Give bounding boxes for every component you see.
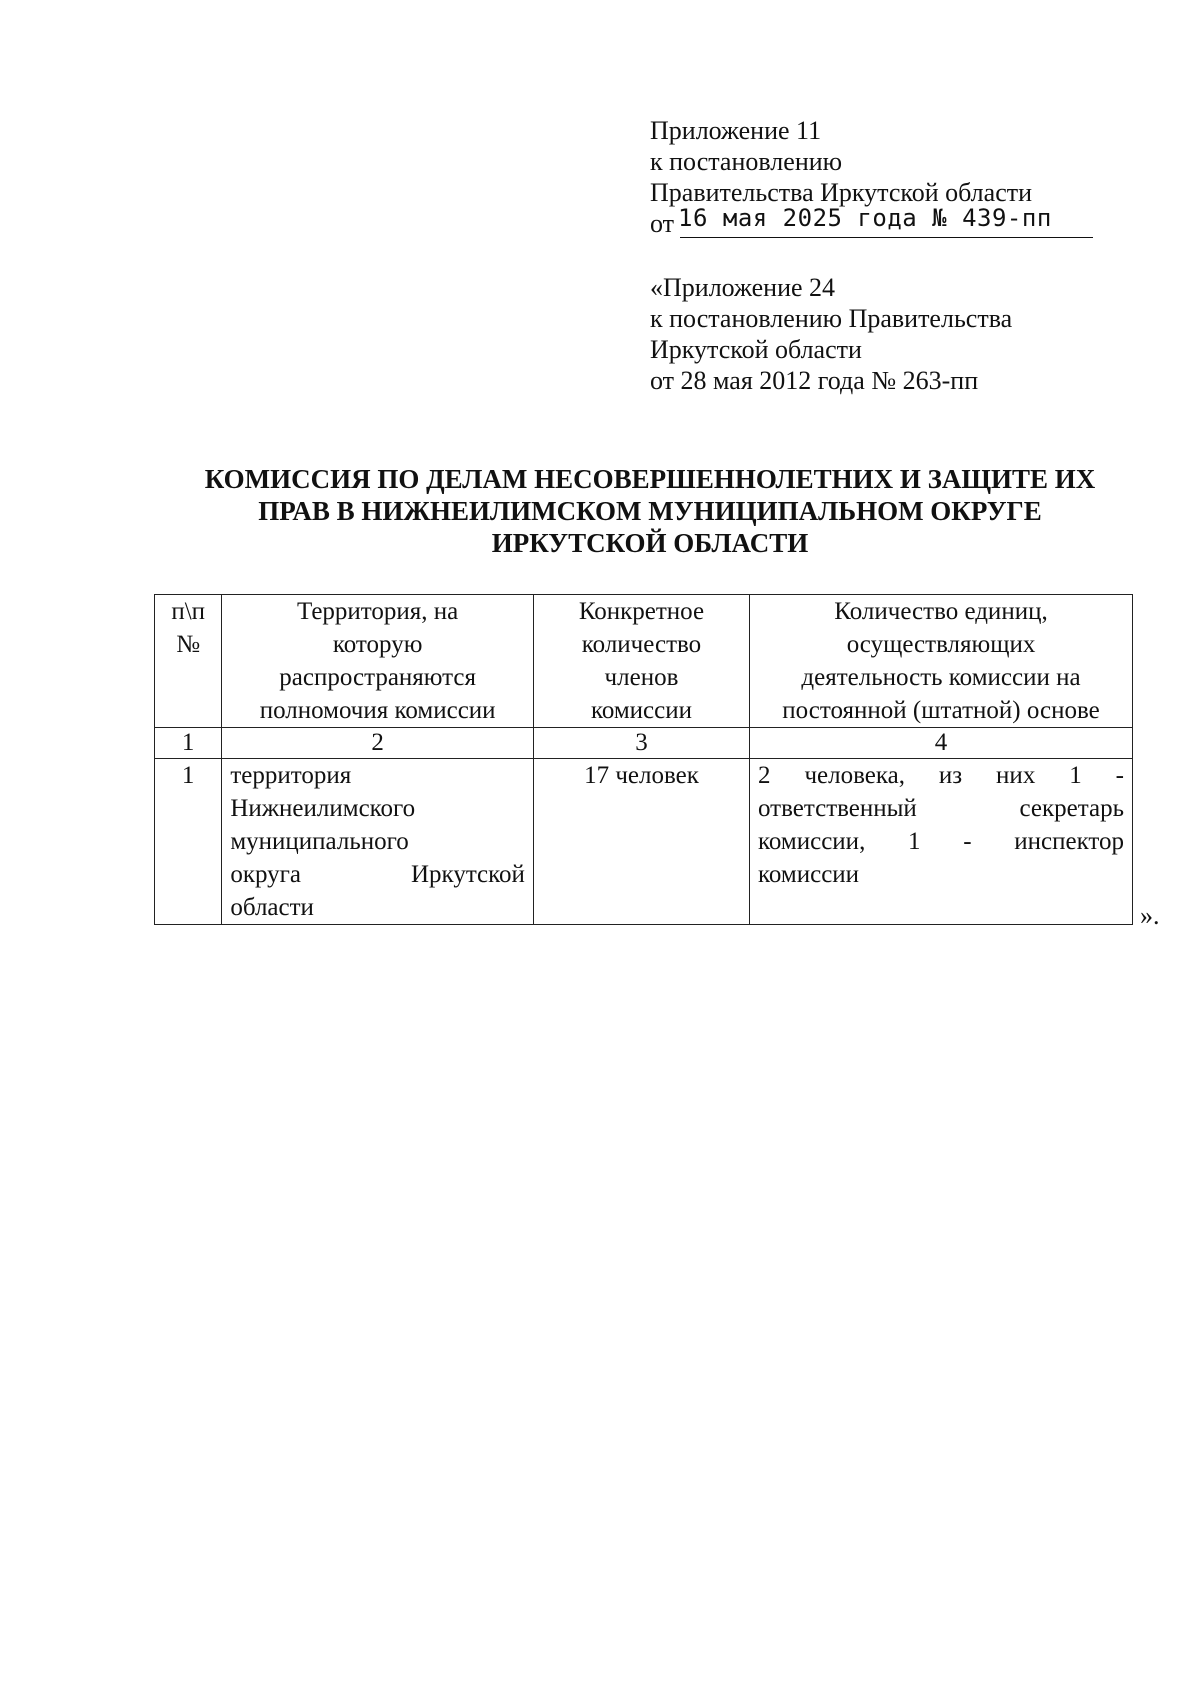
- table-header-row: [155, 595, 1133, 728]
- staff-text: 2 человека, из них 1 -: [758, 762, 1124, 789]
- header-text: количество: [581, 631, 702, 658]
- header-text: членов: [604, 664, 679, 691]
- column-number-cell: 4: [750, 728, 1133, 759]
- title-line-2: ПРАВ В НИЖНЕИЛИМСКОМ МУНИЦИПАЛЬНОМ ОКРУГЕ: [258, 496, 1042, 526]
- row-number-cell: 1: [155, 759, 222, 925]
- date-stamp: 16 мая 2025 года № 439-пп: [678, 204, 1052, 232]
- appendix-24-line-4: от 28 мая 2012 года № 263-пп: [650, 366, 979, 395]
- header-text: Территория, на: [297, 598, 459, 625]
- appendix-24-line-3: Иркутской области: [650, 335, 862, 364]
- appendix-11-line-2: к постановлению: [650, 147, 843, 176]
- header-text: полномочия комиссии: [259, 697, 496, 724]
- header-text: распространяются: [279, 664, 476, 691]
- header-text: Количество единиц,: [834, 598, 1048, 625]
- appendix-11-date-line: [650, 204, 1110, 240]
- date-prefix: от: [650, 209, 675, 238]
- territory-word: округа Иркутской: [230, 861, 525, 888]
- header-text: деятельность комиссии на: [801, 664, 1081, 691]
- header-cell-territory: [222, 595, 534, 728]
- staff-text: комиссии: [758, 861, 860, 888]
- territory-text: области: [230, 894, 314, 921]
- document-title: [150, 463, 1150, 559]
- header-text: постоянной (штатной) основе: [782, 697, 1100, 724]
- staff-text: комиссии, 1 - инспектор: [758, 828, 1124, 855]
- closing-quote: ».: [1140, 901, 1160, 930]
- territory-cell: [222, 759, 534, 925]
- date-underline: [680, 237, 1093, 238]
- appendix-24-header: [650, 272, 1110, 396]
- header-text: №: [176, 631, 201, 658]
- territory-text: Нижнеилимского: [230, 795, 416, 822]
- appendix-11-line-1: Приложение 11: [650, 116, 822, 145]
- column-number-row: [155, 728, 1133, 759]
- title-line-3: ИРКУТСКОЙ ОБЛАСТИ: [491, 528, 809, 558]
- appendix-24-line-2: к постановлению Правительства: [650, 304, 1013, 333]
- table-row: [155, 759, 1133, 925]
- column-number-cell: 2: [222, 728, 534, 759]
- title-line-1: КОМИССИЯ ПО ДЕЛАМ НЕСОВЕРШЕННОЛЕТНИХ И ЗАЩИТЕ ИХ: [204, 464, 1096, 494]
- appendix-24-line-1: «Приложение 24: [650, 273, 836, 302]
- territory-text: муниципального: [230, 828, 409, 855]
- commission-table: [154, 594, 1133, 925]
- header-text: комиссии: [590, 697, 692, 724]
- appendix-11-line-3: Правительства Иркутской области: [650, 178, 1033, 207]
- header-text: п\п: [171, 598, 206, 625]
- header-text: Конкретное: [578, 598, 705, 625]
- territory-text: территория: [230, 762, 352, 789]
- header-text: которую: [332, 631, 423, 658]
- members-cell: 17 человек: [533, 759, 749, 925]
- column-number-cell: 1: [155, 728, 222, 759]
- column-number-cell: 3: [533, 728, 749, 759]
- header-cell-staff: [750, 595, 1133, 728]
- staff-text: ответственный секретарь: [758, 795, 1124, 822]
- staff-cell: [750, 759, 1133, 925]
- header-cell-members: [533, 595, 749, 728]
- appendix-11-header: [650, 115, 1110, 240]
- header-text: осуществляющих: [846, 631, 1036, 658]
- header-cell-number: [155, 595, 222, 728]
- territory-text-justified: [230, 858, 525, 891]
